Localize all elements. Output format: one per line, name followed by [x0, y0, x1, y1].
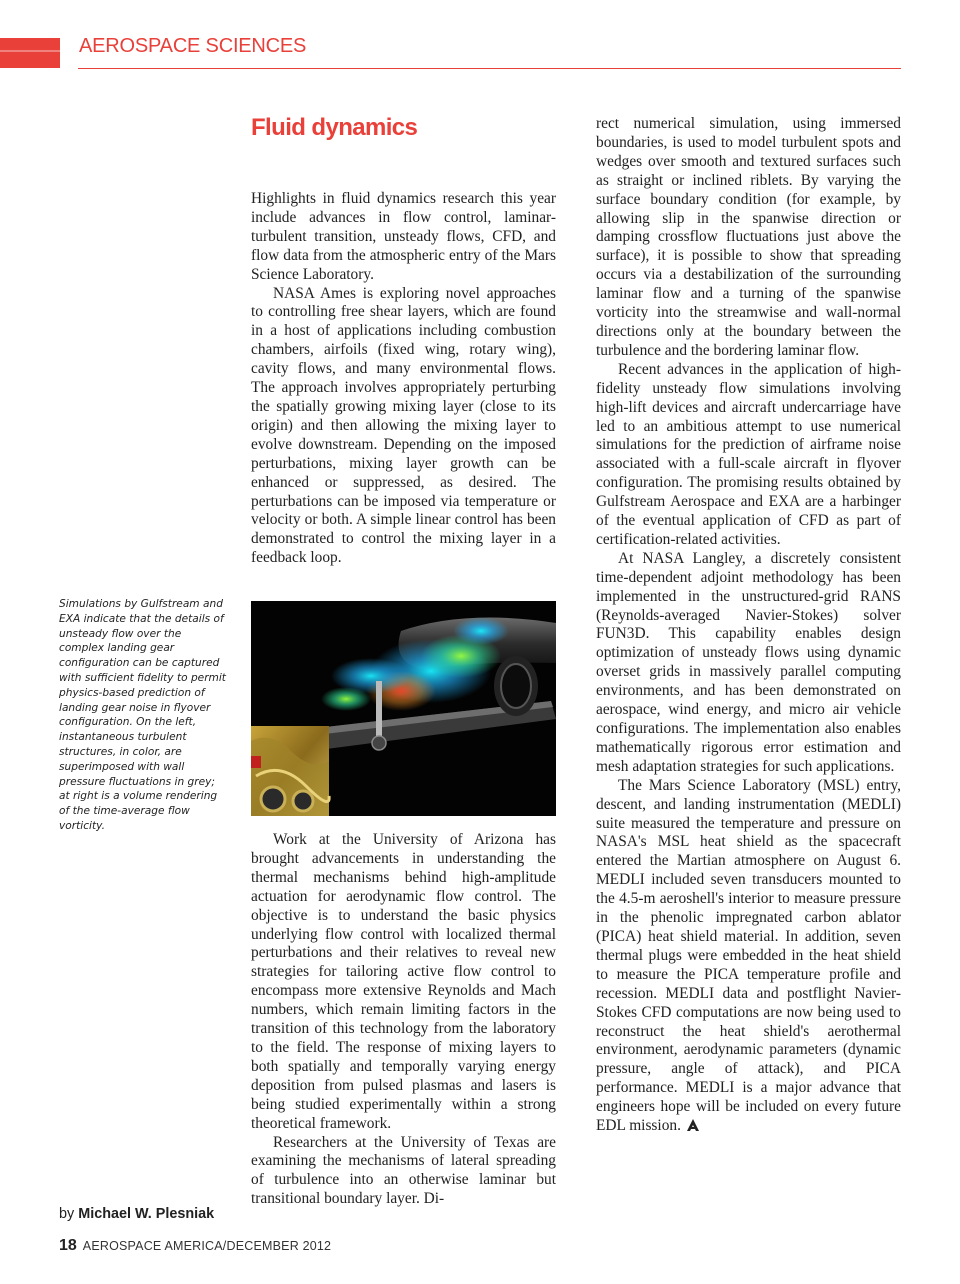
figure-caption: Simulations by Gulfstream and EXA indicate that the details of unsteady flow over the complex landing gear configuration can be captured with sufficient fidelity to permit physics-based prediction of landing gear noise in flyover configuration. On the left, instantaneous turbulent structures, in color, are superimposed with wall pressure fluctuations in grey; at right is a volume rendering of the time-average flow vorticity. — [59, 598, 226, 832]
article-title: Fluid dynamics — [251, 114, 418, 141]
body-column-a — [251, 190, 556, 568]
cfd-landing-gear-figure — [251, 601, 556, 816]
section-color-bar — [0, 38, 60, 68]
section-label: AEROSPACE SCIENCES — [79, 35, 307, 57]
page-footer — [59, 1237, 331, 1255]
paragraph — [596, 777, 901, 1136]
body-column-b — [251, 831, 556, 1209]
paragraph: Researchers at the University of Texas are examining the mechanisms of lateral spreading of turbulence into an otherwise laminar but transitional boundary layer. Di- — [251, 1133, 556, 1208]
paragraph: Work at the University of Arizona has brought advancements in understanding the thermal mechanisms behind high-amplitude actuation for aerodynamic flow control. The objective is to understand the basic physics underlying flow control with localized thermal perturbations and their relatives to reveal new strategies for tailoring active flow control to encompass more extensive Reynolds and Mach numbers, which remain limiting factors in the transition of this technology from the laboratory to the field. The response of mixing layers to both spatially and temporally varying energy deposition from pulsed plasmas and lasers is being studied experimentally within a strong theoretical framework. — [251, 831, 556, 1132]
byline — [59, 1206, 214, 1222]
body-column-c — [596, 115, 901, 1136]
author-name: Michael W. Plesniak — [78, 1206, 215, 1222]
paragraph-text: The Mars Science Laboratory (MSL) entry, descent, and landing instrumentation (MEDLI) suite measured the temperature and pressure on NASA's MSL heat shield as the spacecraft entered the Martian atmosphere on August 6. MEDLI included seven transducers mounted to the 4.5-m aeroshell's interior to measure pressure in the phenolic impregnated carbon ablator (PICA) heat shield material. In addition, seven thermal plugs were embedded in the heat shield to measure the PICA temperature profile and recession. MEDLI data and postflight Navier-Stokes CFD computations are now being used to reconstruct the heat shield's aerothermal environment, aerodynamic parameters (dynamic pressure, angle of attack), and PICA performance. MEDLI is a major advance that engineers hope will be included on every future EDL mission. — [596, 776, 901, 1135]
figure-illustration — [251, 601, 556, 816]
paragraph: NASA Ames is exploring novel approaches to controlling free shear layers, which are found in a host of applications including combustion chambers, airfoils (fixed wing, rotary wing), cavity flows, and many environmental flows. The approach involves appropriately perturbing the spatially growing mixing layer (close to its origin) and then allowing the mixing layer to evolve downstream. Depending on the imposed perturbations, mixing layer growth can be enhanced or suppressed, as desired. The perturbations can be imposed via temperature or velocity or both. A simple linear control has been demonstrated to control the mixing layer in a feedback loop. — [251, 284, 556, 567]
page-number: 18 — [59, 1237, 77, 1254]
byline-prefix: by — [59, 1206, 75, 1222]
paragraph: rect numerical simulation, using immersed boundaries, is used to model turbulent spots and wedges over smooth and textured surfaces such as straight or inclined riblets. By varying the surface boundary condition (for example, by allowing slip in the spanwise direction or damping crossflow fluctuations just above the surface), it is possible to show that spreading occurs via a destabilization of the surrounding laminar flow and a turning of the spanwise vorticity into the streamwise and wall-normal directions only at the boundary between the turbulence and the bordering laminar flow. — [596, 115, 901, 359]
end-of-article-icon — [687, 1119, 699, 1131]
publication-line: AEROSPACE AMERICA/DECEMBER 2012 — [82, 1239, 332, 1253]
paragraph: Recent advances in the application of high-fidelity unsteady flow simulations involving high-lift devices and aircraft undercarriage have led to an ambitious attempt to use numerical simulations for the prediction of airframe noise associated with a full-scale aircraft in flyover configuration. The promising results obtained by Gulfstream Aerospace and EXA are a harbinger of the eventual application of CFD as part of certification-related activities. — [596, 360, 901, 548]
header-rule — [78, 68, 901, 69]
paragraph: At NASA Langley, a discretely consistent time-dependent adjoint methodology has been implemented in the unstructured-grid RANS (Reynolds-averaged Navier-Stokes) solver FUN3D. This capability enables design optimization of unsteady flows using dynamic overset grids in massively parallel computing environments, and has been demonstrated on aerospace, wind energy, and micro air vehicle configurations. The implementation also enables mathematically rigorous error estimation and mesh adaptation strategies for such applications. — [596, 549, 901, 775]
paragraph: Highlights in fluid dynamics research this year include advances in flow control, laminar-turbulent transition, unsteady flows, CFD, and flow data from the atmospheric entry of the Mars Science Laboratory. — [251, 190, 556, 283]
